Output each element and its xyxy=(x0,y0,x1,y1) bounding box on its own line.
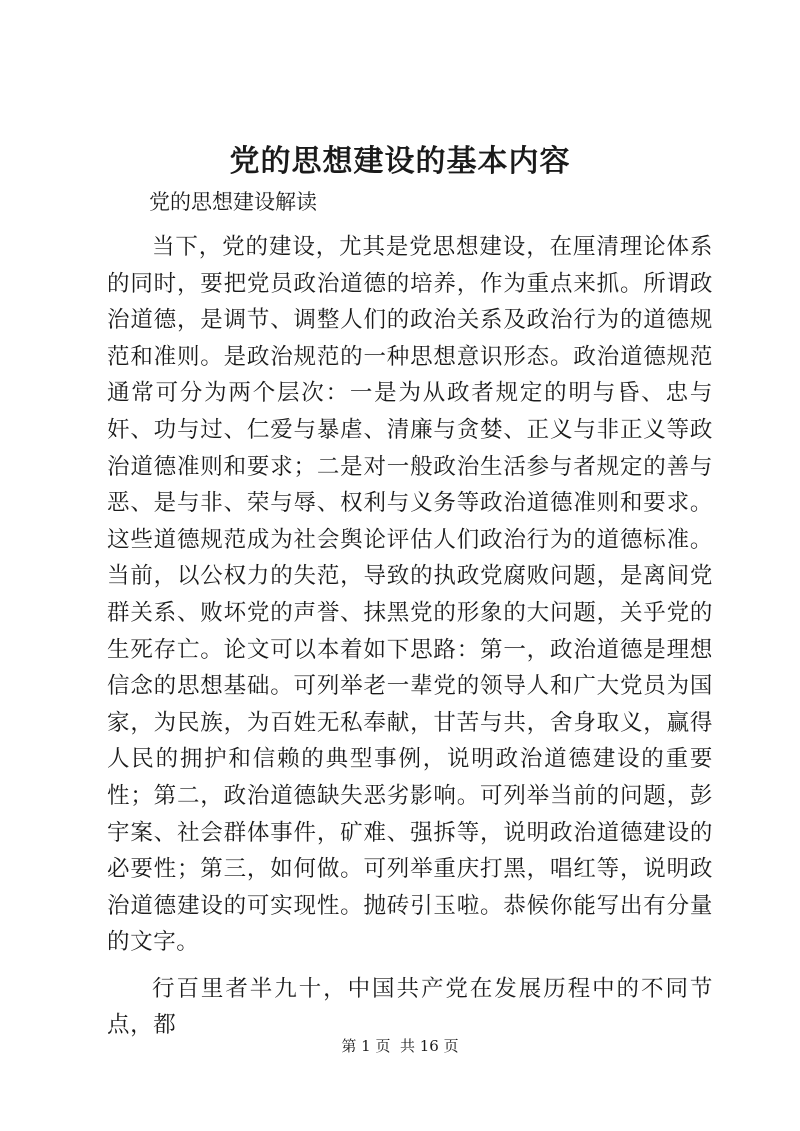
page-number-label: 第 1 页 共 16 页 xyxy=(341,1037,459,1055)
document-title: 党的思想建设的基本内容 xyxy=(229,144,571,179)
body-paragraph-2: 行百里者半九十，中国共产党在发展历程中的不同节点，都 xyxy=(107,975,713,1039)
body-paragraph-1: 当下，党的建设，尤其是党思想建设，在厘清理论体系的同时，要把党员政治道德的培养，作为重点来抓。所谓政治道德，是调节、调整人们的政治关系及政治行为的道德规范和准则。是政治规范的一种思想意识形态。政治道德规范通常可分为两个层次：一是为从政者规定的明与昏、忠与奸、功与过、仁爱与暴虐、清廉与贪婪、正义与非正义等政治道德准则和要求；二是对一般政治生活参与者规定的善与恶、是与非、荣与辱、权利与义务等政治道德准则和要求。这些道德规范成为社会舆论评估人们政治行为的道德标准。当前，以公权力的失范，导致的执政党腐败问题，是离间党群关系、败坏党的声誉、抹黑党的形象的大问题，关乎党的生死存亡。论文可以本着如下思路：第一，政治道德是理想信念的思想基础。可列举老一辈党的领导人和广大党员为国家，为民族，为百姓无私奉献，甘苦与共，舍身取义，赢得人民的拥护和信赖的典型事例，说明政治道德建设的重要性；第二，政治道德缺失恶劣影响。可列举当前的问题，彭宇案、社会群体事件，矿难、强拆等，说明政治道德建设的必要性；第三，如何做。可列举重庆打黑，唱红等，说明政治道德建设的可实现性。抛砖引玉啦。恭候你能写出有分量的文字。 xyxy=(107,234,713,956)
document-body xyxy=(107,184,713,1044)
document-subheading: 党的思想建设解读 xyxy=(149,190,317,214)
page-footer xyxy=(0,1036,800,1056)
